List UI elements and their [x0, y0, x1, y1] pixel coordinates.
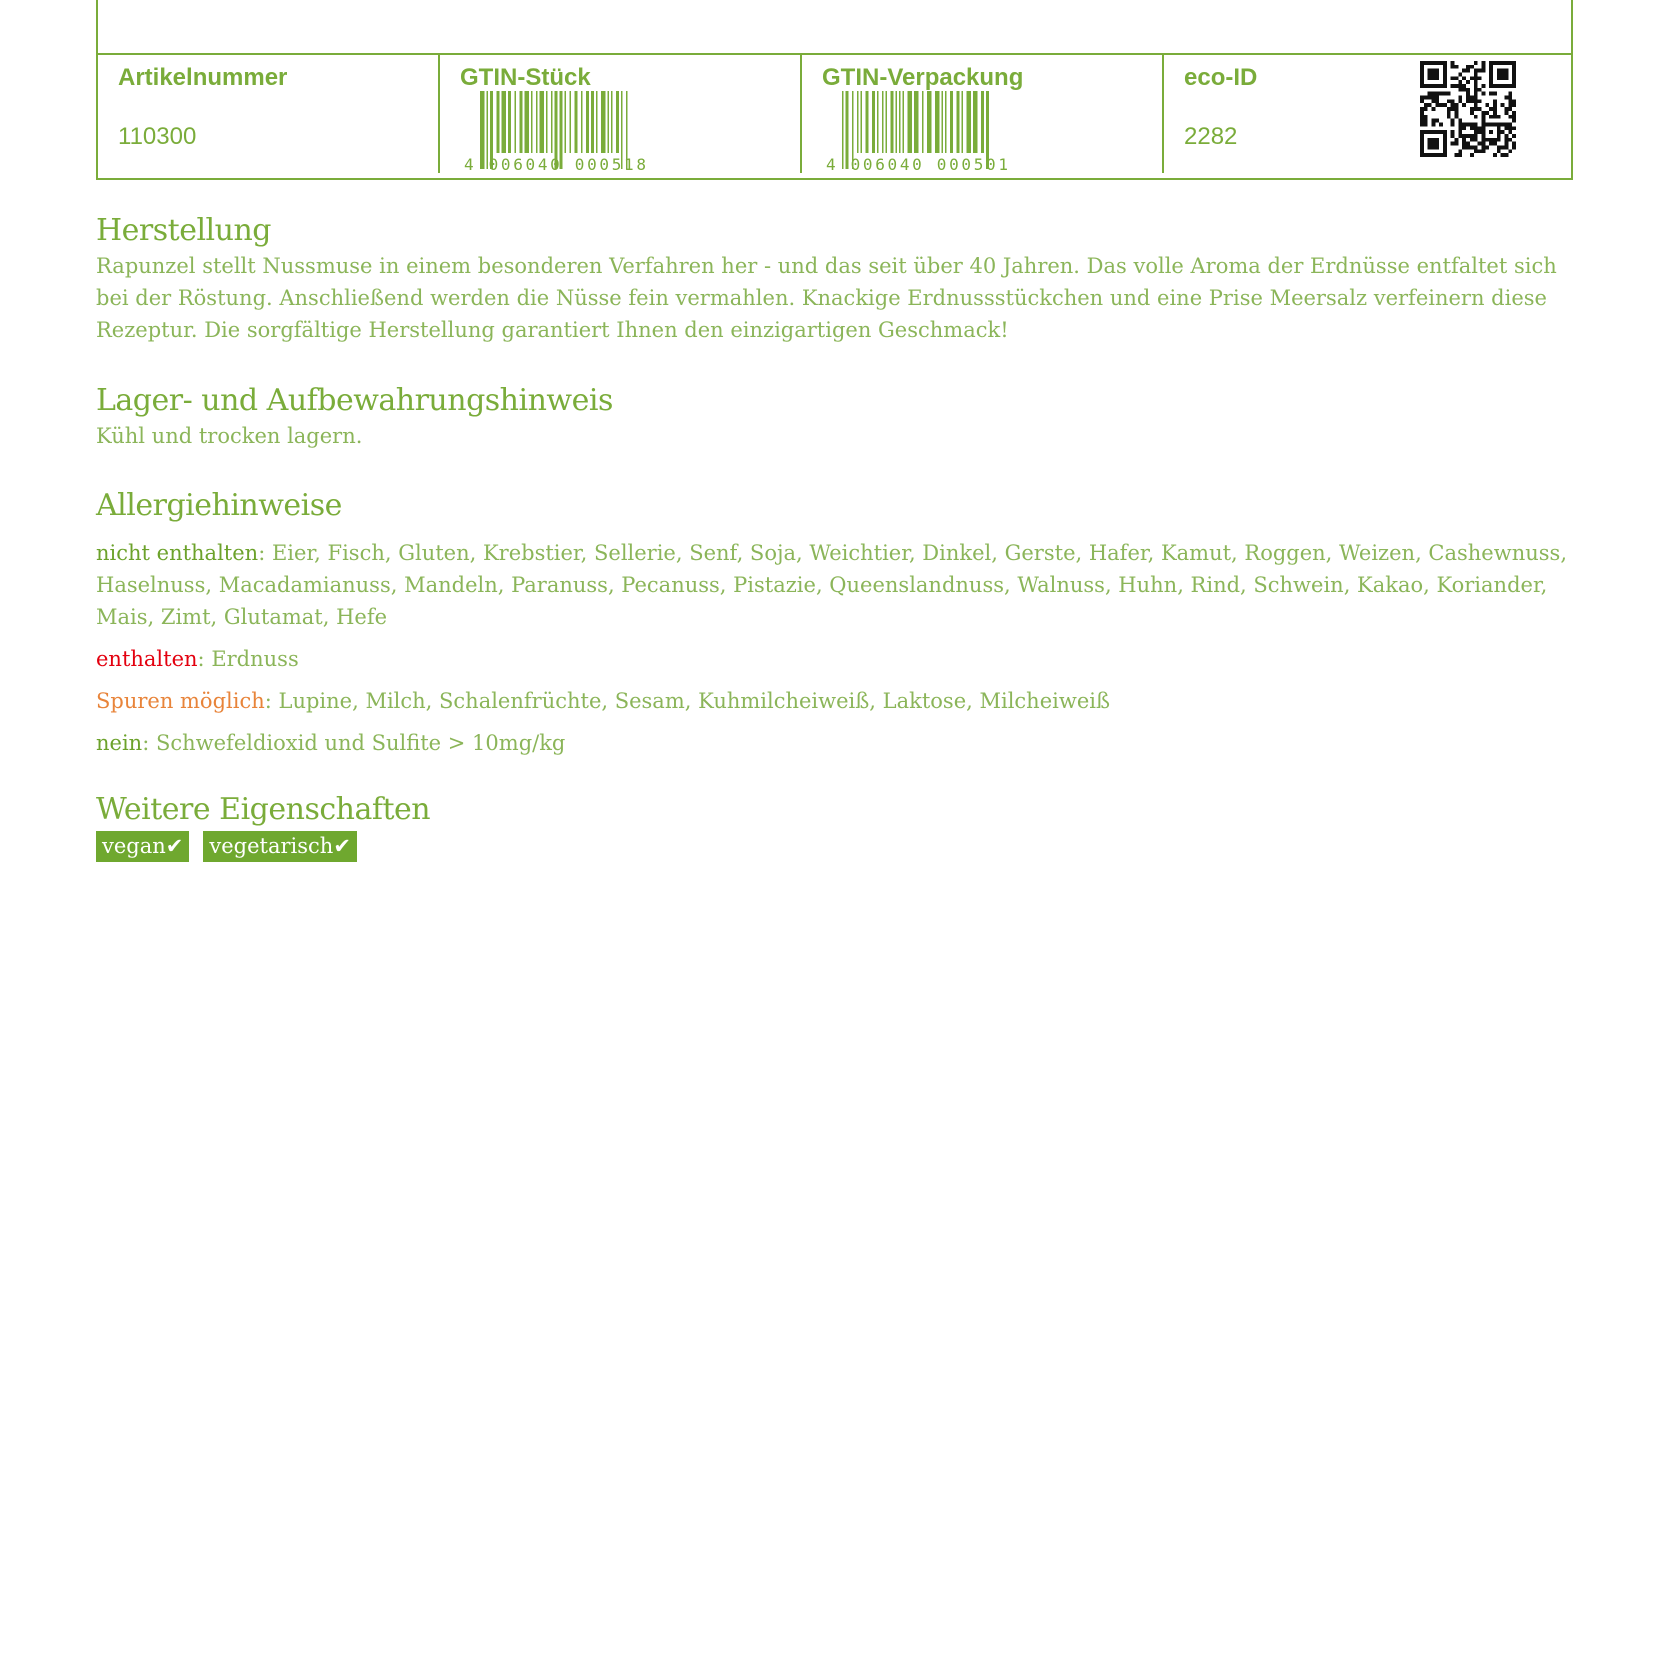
barcode-bar	[608, 91, 610, 153]
manufacturing-heading: Herstellung	[96, 213, 271, 248]
barcode-bar	[903, 91, 905, 153]
barcode-bar	[942, 91, 944, 153]
barcode-bar	[857, 91, 859, 153]
gtin-piece-cell	[440, 55, 802, 173]
barcode-bar	[502, 91, 507, 153]
barcode-bar	[886, 91, 888, 153]
eco-id-cell	[1164, 55, 1569, 173]
manufacturing-section	[96, 213, 1571, 346]
eco-id-value: 2282	[1184, 123, 1238, 150]
barcode-bar	[525, 91, 530, 153]
barcode-bar	[935, 91, 940, 153]
allergens-contained: enthalten: Erdnuss	[96, 647, 299, 671]
tag-vegan: vegan✔	[96, 831, 189, 862]
barcode-bar	[611, 91, 613, 153]
barcode-bar	[540, 91, 545, 153]
gtin-pack-cell	[802, 55, 1164, 173]
properties-section	[96, 792, 1571, 862]
barcode-bar	[536, 91, 538, 153]
barcode-bar	[515, 91, 517, 153]
allergens-section	[96, 488, 1571, 759]
barcode-bar	[967, 91, 972, 153]
allergens-no: nein: Schwefeldioxid und Sulfite > 10mg/kg	[96, 731, 566, 755]
barcode-bar	[981, 91, 984, 153]
barcode-bar	[950, 91, 953, 153]
barcode-bar	[575, 91, 578, 153]
traces-list: Lupine, Milch, Schalenfrüchte, Sesam, Kuhmilcheiweiß, Laktose, Milcheiweiß	[278, 689, 1110, 713]
qr-code-icon	[1420, 61, 1516, 157]
storage-section	[96, 383, 1571, 452]
article-number-value: 110300	[118, 123, 197, 150]
not-contained-list: Eier, Fisch, Gluten, Krebstier, Sellerie, Senf, Soja, Weichtier, Dinkel, Gerste, Hafer, Kamut, Roggen, Weizen, Cashewnuss, Haselnuss, Macadamianuss, Mandeln, Paranuss, Pecanuss, Pistazie, Queenslandnuss, Walnuss, Huhn, Rind, Schwein, Kakao, Koriander, Mais, Zimt, Glutamat, Hefe	[96, 541, 1567, 629]
barcode-bar	[570, 91, 572, 153]
properties-heading: Weitere Eigenschaften	[96, 792, 431, 827]
allergens-traces: Spuren möglich: Lupine, Milch, Schalenfrüchte, Sesam, Kuhmilcheiweiß, Laktose, Milcheiweiß	[96, 689, 1110, 713]
storage-text: Kühl und trocken lagern.	[96, 424, 363, 448]
gtin-pack-label: GTIN-Verpackung	[822, 64, 1024, 91]
barcode-bar	[586, 91, 589, 153]
tag-vegetarian: vegetarisch✔	[203, 831, 357, 862]
barcode-bar	[565, 91, 567, 153]
no-list: Schwefeldioxid und Sulfite > 10mg/kg	[155, 731, 566, 755]
article-number-cell	[98, 55, 440, 173]
barcode-bar	[914, 91, 919, 153]
eco-id-label: eco-ID	[1184, 64, 1258, 91]
barcode-bar	[872, 91, 875, 153]
barcode-bar	[945, 91, 947, 153]
contained-list: Erdnuss	[211, 647, 299, 671]
barcode-bar	[962, 91, 964, 153]
allergens-not-contained: nicht enthalten: Eier, Fisch, Gluten, Krebstier, Sellerie, Senf, Soja, Weichtier, Dinkel, Gerste, Hafer, Kamut, Roggen, Weizen, Cashewnuss, Haselnuss, Macadamianuss, Mandeln, Paranuss, Pecanuss, Pistazie, Queenslandnuss, Walnuss, Huhn, Rind, Schwein, Kakao, Koriander, Mais, Zimt, Glutamat, Hefe	[96, 541, 1567, 629]
barcode-bar	[591, 91, 594, 153]
barcode-bar	[616, 91, 619, 153]
barcode-bar	[891, 91, 894, 153]
barcode-bar	[861, 91, 863, 153]
barcode-bar	[882, 91, 884, 153]
manufacturing-text: Rapunzel stellt Nussmuse in einem besonderen Verfahren her - und das seit über 40 Jahren. Das volle Aroma der Erdnüsse entfaltet sich bei der Röstung. Anschließend werden die Nüsse fein vermahlen. Knackige Erdnussstückchen und eine Prise Meersalz verfeinern diese Rezeptur. Die sorgfältige Herstellung garantiert Ihnen den einzigartigen Geschmack!	[96, 254, 1557, 342]
article-number-label: Artikelnummer	[118, 64, 288, 91]
barcode-bar	[927, 91, 932, 153]
no-label: nein	[96, 731, 143, 755]
barcode-bar	[973, 91, 978, 153]
barcode-bar	[908, 91, 913, 153]
barcode-bar	[877, 91, 879, 153]
product-info-table	[96, 0, 1573, 180]
barcode-bar	[957, 91, 960, 153]
barcode-bar	[896, 91, 898, 153]
barcode-bar	[899, 91, 901, 153]
contained-label: enthalten	[96, 647, 198, 671]
barcode-bar	[581, 91, 583, 153]
barcode-bar	[497, 91, 500, 153]
barcode-bar	[508, 91, 511, 153]
barcode-digits: 4 006040 000501	[826, 155, 1008, 173]
barcode-bar	[531, 91, 533, 153]
barcode-digits: 4 006040 000518	[464, 155, 646, 173]
storage-heading: Lager- und Aufbewahrungshinweis	[96, 383, 613, 418]
gtin-piece-barcode	[460, 91, 650, 173]
product-datasheet	[96, 0, 1571, 858]
barcode-bar	[866, 91, 869, 153]
not-contained-label: nicht enthalten	[96, 541, 259, 565]
properties-tags	[96, 831, 1571, 862]
barcode-bar	[520, 91, 523, 153]
barcode-bar	[551, 91, 553, 153]
gtin-piece-label: GTIN-Stück	[460, 64, 591, 91]
allergens-heading: Allergiehinweise	[96, 488, 342, 523]
traces-label: Spuren möglich	[96, 689, 265, 713]
barcode-bar	[601, 91, 606, 153]
barcode-bar	[546, 91, 548, 153]
barcode-bar	[922, 91, 924, 153]
gtin-pack-barcode	[822, 91, 1012, 173]
barcode-bar	[596, 91, 598, 153]
